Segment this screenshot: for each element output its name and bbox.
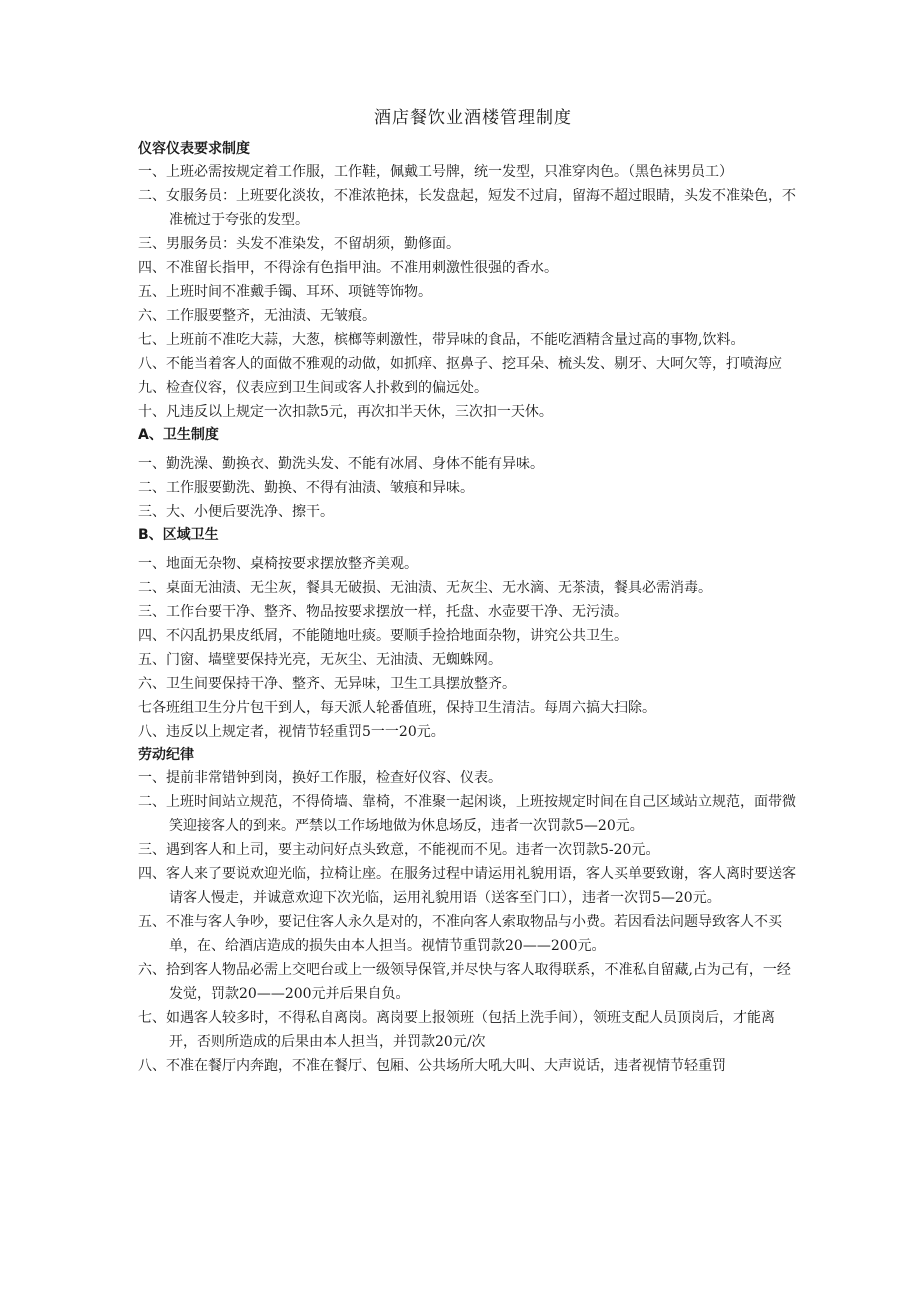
list-item: 四、不准留长指甲，不得涂有色指甲油。不准用刺激性很强的香水。 bbox=[138, 260, 558, 276]
list-item: 四、不闪乱扔果皮纸屑，不能随地吐痰。要顺手捡拾地面杂物，讲究公共卫生。 bbox=[138, 628, 628, 644]
list-item: 三、工作台要干净、整齐、物品按要求摆放一样，托盘、水壶要干净、无污渍。 bbox=[138, 604, 628, 620]
section-area-hygiene bbox=[138, 524, 798, 744]
list-item: 一、地面无杂物、桌椅按要求摆放整齐美观。 bbox=[138, 556, 418, 572]
list-item: 二、上班时间站立规范，不得倚墙、靠椅，不准聚一起闲谈，上班按规定时间在自己区域站立规范，面带微笑迎接客人的到来。严禁以工作场地做为休息场反，违者一次罚款5—20元。 bbox=[138, 794, 796, 834]
section-labor-discipline bbox=[138, 744, 798, 1078]
list-item: 二、女服务员：上班要化淡妆，不准浓艳抹，长发盘起，短发不过肩，留海不超过眼睛，头发不准染色，不准梳过于夸张的发型。 bbox=[138, 188, 796, 228]
list-item: 四、客人来了要说欢迎光临，拉椅让座。在服务过程中请运用礼貌用语，客人买单要致谢，客人离时要送客请客人慢走，并诚意欢迎下次光临，运用礼貌用语（送客至门口），违者一次罚5—20元。 bbox=[138, 866, 796, 906]
section-appearance bbox=[138, 138, 798, 424]
list-item: 二、桌面无油渍、无尘灰，餐具无破损、无油渍、无灰尘、无水滴、无茶渍，餐具必需消毒。 bbox=[138, 580, 712, 596]
document-page bbox=[138, 106, 798, 1078]
section-heading: 仪容仪表要求制度 bbox=[138, 141, 250, 157]
list-item: 二、工作服要勤洗、勤换、不得有油渍、皱痕和异味。 bbox=[138, 480, 474, 496]
list-item: 一、勤洗澡、勤换衣、勤洗头发、不能有冰屑、身体不能有异味。 bbox=[138, 456, 544, 472]
list-item: 三、遇到客人和上司，要主动问好点头致意，不能视而不见。违者一次罚款5-20元。 bbox=[138, 842, 660, 858]
list-item: 五、门窗、墙壁要保持光亮，无灰尘、无油渍、无蜘蛛网。 bbox=[138, 652, 502, 668]
list-item: 八、违反以上规定者，视情节轻重罚5一一20元。 bbox=[138, 724, 445, 740]
list-item: 三、大、小便后要洗净、擦干。 bbox=[138, 504, 334, 520]
list-item: 一、上班必需按规定着工作服，工作鞋，佩戴工号牌，统一发型，只准穿肉色。（黑色袜男员工） bbox=[138, 164, 733, 180]
list-item: 七、上班前不准吃大蒜，大葱，槟榔等刺激性，带异味的食品，不能吃酒精含量过高的事物,饮料。 bbox=[138, 332, 745, 348]
list-item: 一、提前非常错钟到岗，换好工作服，检查好仪容、仪表。 bbox=[138, 770, 502, 786]
list-item: 八、不准在餐厅内奔跑，不准在餐厅、包厢、公共场所大吼大叫、大声说话，违者视情节轻重罚 bbox=[138, 1058, 726, 1074]
list-item: 十、凡违反以上规定一次扣款5元，再次扣半天休，三次扣一天休。 bbox=[138, 404, 553, 420]
list-item: 六、工作服要整齐，无油渍、无皱痕。 bbox=[138, 308, 376, 324]
list-item: 三、男服务员：头发不准染发，不留胡须，勤修面。 bbox=[138, 236, 460, 252]
list-item: 九、检查仪容，仪表应到卫生间或客人扑救到的偏远处。 bbox=[138, 380, 488, 396]
section-heading: B、区域卫生 bbox=[138, 527, 219, 543]
section-heading: 劳动纪律 bbox=[138, 747, 194, 763]
list-item: 八、不能当着客人的面做不雅观的动做，如抓痒、抠鼻子、挖耳朵、梳头发、剔牙、大呵欠等，打喷海应 bbox=[138, 356, 782, 372]
list-item: 五、上班时间不准戴手镯、耳环、项链等饰物。 bbox=[138, 284, 432, 300]
section-hygiene bbox=[138, 424, 798, 524]
list-item: 七各班组卫生分片包干到人，每天派人轮番值班，保持卫生清洁。每周六搞大扫除。 bbox=[138, 700, 656, 716]
list-item: 五、不准与客人争吵，要记住客人永久是对的，不准向客人索取物品与小费。若因看法问题导致客人不买单，在、给酒店造成的损失由本人担当。视情节重罚款20——200元。 bbox=[138, 914, 782, 954]
list-item: 六、拾到客人物品必需上交吧台或上一级领导保管,并尽快与客人取得联系，不准私自留藏,占为己有，一经发觉，罚款20——200元并后果自负。 bbox=[138, 962, 791, 1002]
list-item: 六、卫生间要保持干净、整齐、无异味，卫生工具摆放整齐。 bbox=[138, 676, 516, 692]
list-item: 七、如遇客人较多时，不得私自离岗。离岗要上报领班（包括上洗手间），领班支配人员顶岗后，才能离开，否则所造成的后果由本人担当，并罚款20元/次 bbox=[138, 1010, 775, 1050]
section-heading: A、卫生制度 bbox=[138, 427, 219, 443]
document-title: 酒店餐饮业酒楼管理制度 bbox=[374, 108, 572, 128]
